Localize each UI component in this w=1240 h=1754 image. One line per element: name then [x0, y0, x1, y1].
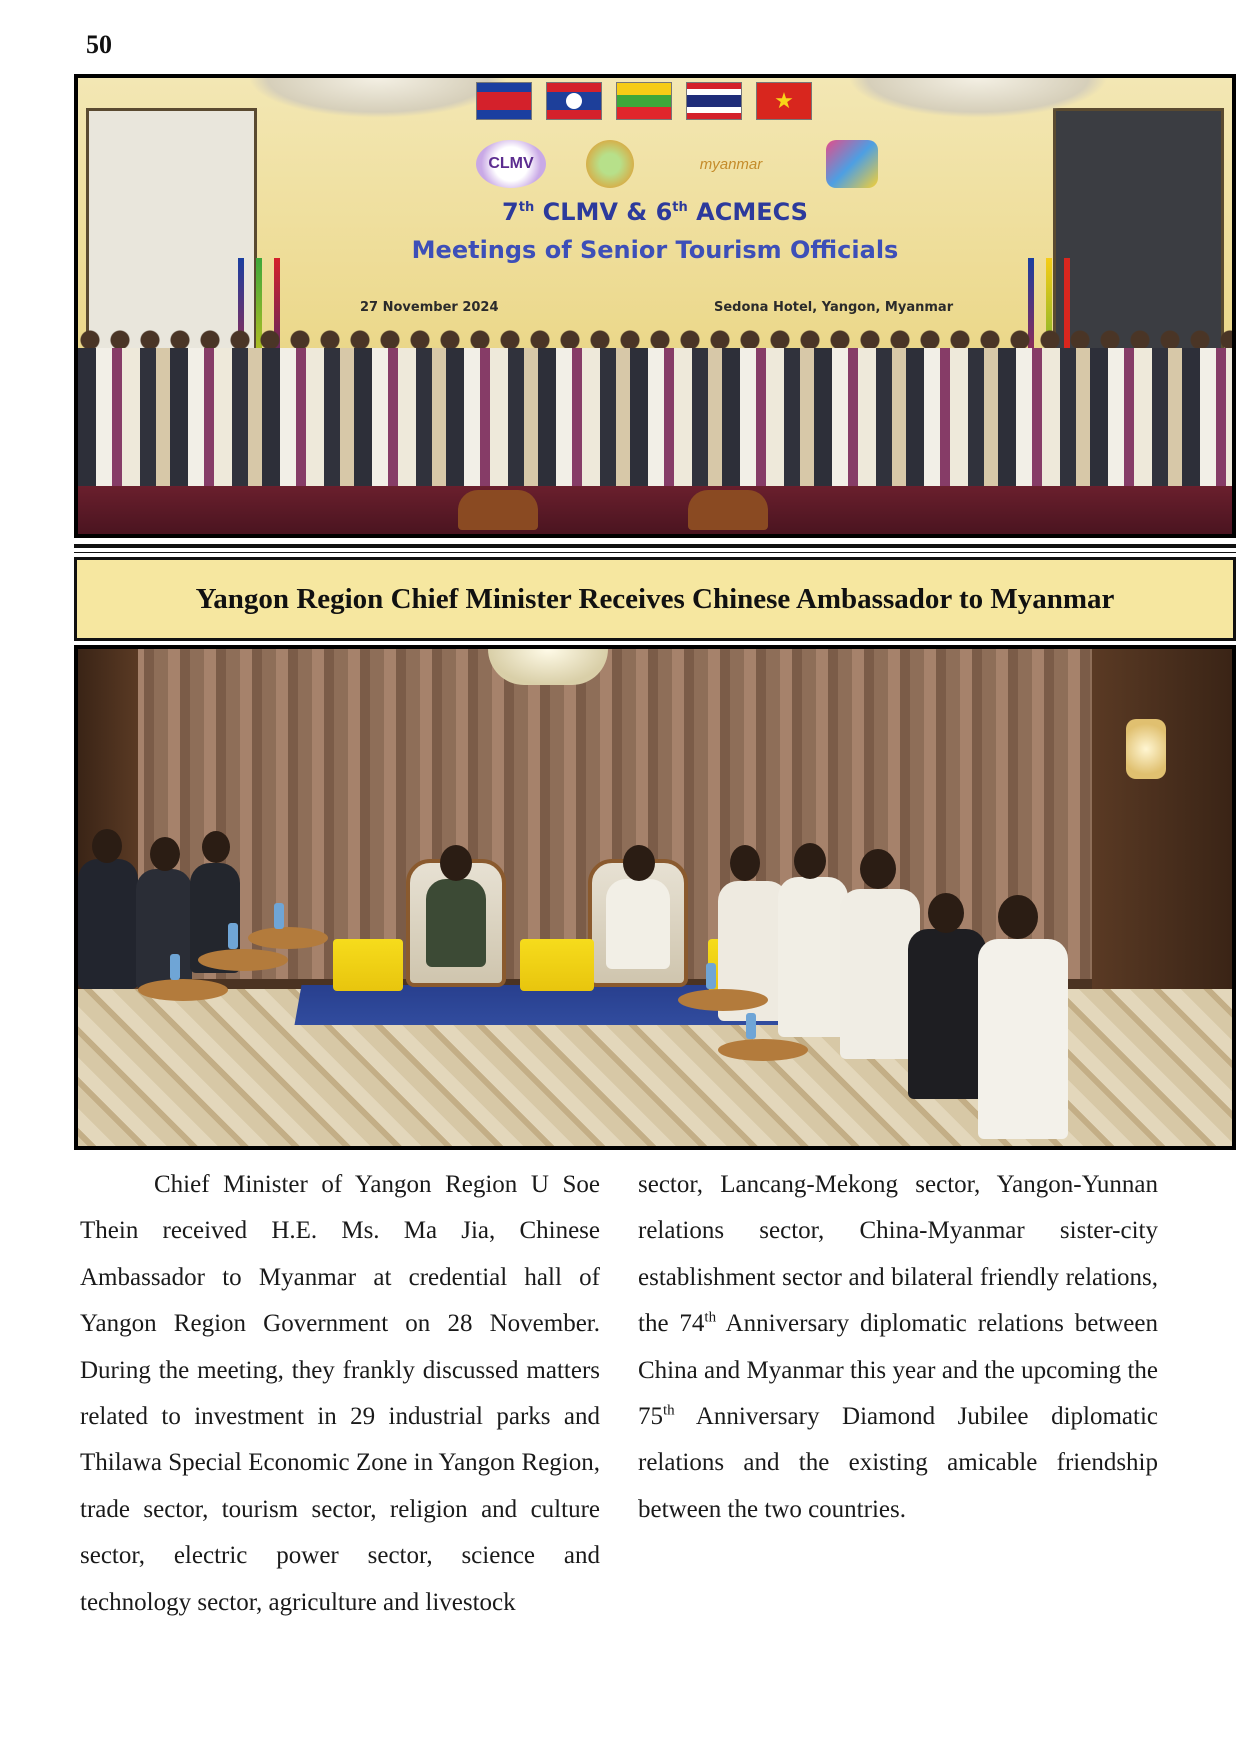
delegate-head [92, 829, 122, 863]
curtain-swag-right [848, 78, 1108, 118]
official-head [730, 845, 760, 881]
side-table-right [678, 989, 768, 1011]
chief-minister [606, 879, 670, 969]
logos-row [436, 140, 906, 196]
banner-venue: Sedona Hotel, Yangon, Myanmar [714, 300, 954, 315]
group-of-officials [78, 348, 1232, 498]
official-head [998, 895, 1038, 939]
laos-flag-icon [546, 82, 602, 120]
side-table-right [718, 1039, 808, 1061]
ambassador-head [440, 845, 472, 881]
group-photo-tourism-officials [74, 74, 1236, 538]
ministry-logo [586, 140, 634, 188]
banner-date: 27 November 2024 [360, 300, 499, 315]
acmecs-logo [826, 140, 878, 188]
ornate-chair [688, 490, 768, 530]
delegate-head [202, 831, 230, 863]
curtain-swag-left [248, 78, 508, 118]
thailand-flag-icon [686, 82, 742, 120]
ornate-chair [458, 490, 538, 530]
banner-line1: 7th CLMV & 6th ACMECS [502, 198, 808, 226]
water-bottle [746, 1013, 756, 1039]
official [978, 939, 1068, 1139]
delegate [136, 869, 192, 989]
water-bottle [228, 923, 238, 949]
official-head [860, 849, 896, 889]
banner-line2: Meetings of Senior Tourism Officials [411, 236, 899, 264]
delegate-head [150, 837, 180, 871]
side-table-left [198, 949, 288, 971]
chandelier [488, 649, 608, 685]
headline: Yangon Region Chief Minister Receives Chinese Ambassador to Myanmar [74, 557, 1236, 641]
cambodia-flag-icon [476, 82, 532, 120]
divider-thin [74, 552, 1236, 553]
article-column-right: sector, Lancang-Mekong sector, Yangon-Yunnan relations sector, China-Myanmar sister-city establishment sector and bilateral friendly relations, the 74th Anniversary diplomatic relations between China and Myanmar this year and the upcoming the 75th Anniversary Diamond Jubilee diplomatic relations and the existing amicable friendship between the two countries. [638, 1171, 1158, 1523]
banner-title [78, 198, 1232, 264]
official-head [794, 843, 826, 879]
side-table-left [248, 927, 328, 949]
chief-minister-head [623, 845, 655, 881]
side-table [333, 939, 403, 991]
flags-row [476, 82, 812, 120]
myanmar-flag-icon [616, 82, 672, 120]
water-bottle [274, 903, 284, 929]
divider-thick [74, 544, 1236, 548]
delegate [78, 859, 138, 989]
official [908, 929, 986, 1099]
center-table [520, 939, 594, 991]
side-table-left [138, 979, 228, 1001]
official [778, 877, 848, 1037]
clmv-logo: CLMV [476, 140, 546, 188]
official-head [928, 893, 964, 933]
stage-floor [78, 486, 1232, 534]
water-bottle [706, 963, 716, 989]
vietnam-flag-icon: ★ [756, 82, 812, 120]
wood-wall-right [1092, 649, 1232, 1009]
wall-lamp [1126, 719, 1166, 779]
article-column-left: Chief Minister of Yangon Region U Soe Thein received H.E. Ms. Ma Jia, Chinese Ambassador to Myanmar at credential hall of Yangon Region Government on 28 November. During the meeting, they frankly discussed matters related to investment in 29 industrial parks and Thilawa Special Economic Zone in Yangon Region, trade sector, tourism sector, religion and culture sector, electric power sector, science and technology sector, agriculture and livestock [80, 1171, 600, 1616]
meeting-photo [74, 645, 1236, 1150]
ambassador [426, 879, 486, 967]
myanmar-tourism-logo: myanmar [699, 155, 763, 173]
page-number: 50 [86, 30, 112, 59]
water-bottle [170, 954, 180, 980]
